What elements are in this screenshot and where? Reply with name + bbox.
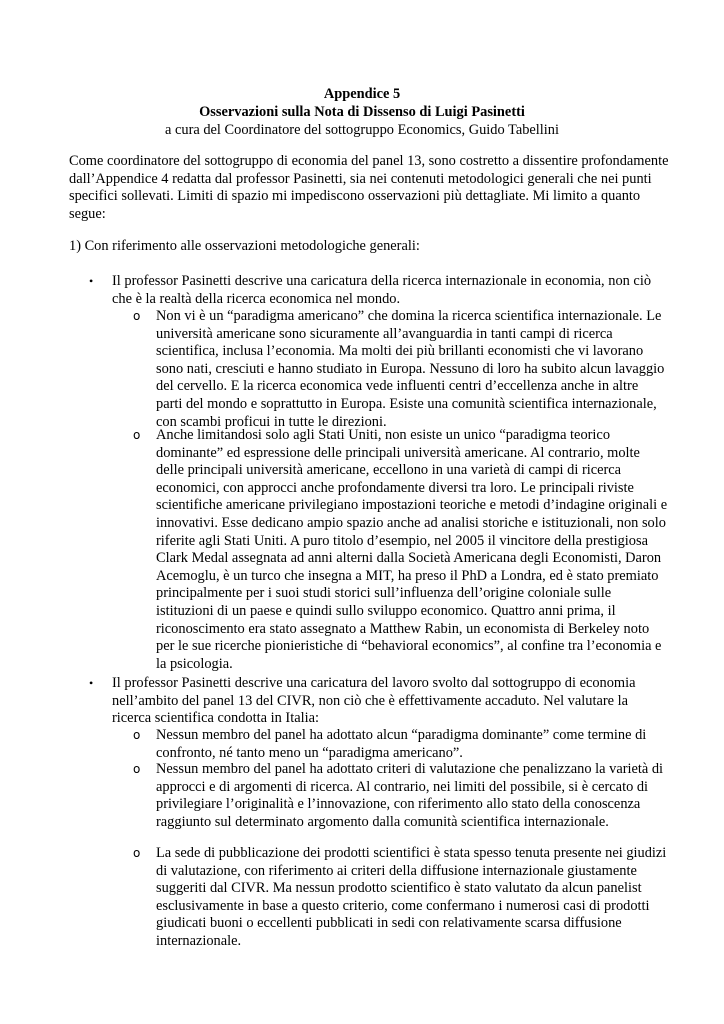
section-1-heading: 1) Con riferimento alle osservazioni metodologiche generali: (69, 238, 420, 254)
bullet-2-sub-3: La sede di pubblicazione dei prodotti scientifici è stata spesso tenuta presente nei giudizi di valutazione, con riferimento ai criteri della diffusione internazionale giustamente suggeriti dal CIVR. Ma nessun prodotto scientifico è stato valutato da alcun panelist esclusivamente in base a questo criterio, come confermano i numerosi casi di prodotti giudicati buoni o eccellenti pubblicati in sedi con relativamente scarsa diffusione internazionale. (156, 845, 667, 949)
sub-bullet-marker: o (133, 762, 141, 776)
bullet-2-sub-2: Nessun membro del panel ha adottato criteri di valutazione che penalizzano la varietà di approcci e di argomenti di ricerca. Al contrario, nei limiti del possibile, si è cercato di privilegiare l’originalità e l’innovazione, con riferimento allo stato della conoscenza raggiunto sul determinato argomento dalla comunità scientifica internazionale. (156, 761, 664, 830)
sub-bullet-marker: o (133, 428, 141, 442)
appendix-title: Appendice 5 (323, 86, 401, 102)
intro-paragraph: Come coordinatore del sottogruppo di economia del panel 13, sono costretto a dissentire profondamente dall’Appendice 4 redatta dal professor Pasinetti, sia nei contenuti metodologici generali che nei punti specifici sollevati. Limiti di spazio mi impediscono osservazioni più dettagliate. Mi limito a quanto segue: (69, 153, 669, 222)
bullet-1-text: Il professor Pasinetti descrive una caricatura della ricerca internazionale in economia, non ciò che è la realtà della ricerca economica nel mondo. (112, 273, 652, 307)
bullet-1-sub-2: Anche limitandosi solo agli Stati Uniti, non esiste un unico “paradigma teorico dominante” ed espressione delle principali università americane. Al contrario, molte delle principali università americane, eccellono in una varietà di campi di ricerca economici, con approcci anche profondamente diversi tra loro. Le principali riviste scientifiche americane privilegiano impostazioni teoriche e metodi d’indagine originali e innovativi. Esse dedicano ampio spazio anche ad analisi storiche e istituzionali, non solo riferite agli Stati Uniti. A puro titolo d’esempio, nel 2005 il vincitore della prestigiosa Clark Medal assegnata ad anni alterni dalla Società Americana degli Economisti, Daron Acemoglu, è un turco che insegna a MIT, ha preso il PhD a Londra, ed è stato premiato principalmente per i suoi studi storici sull’influenza dell’origine coloniale sulle istituzioni di un paese e quindi sullo sviluppo economico. Quattro anni prima, il riconoscimento era stato assegnato a Matthew Rabin, un economista di Berkeley noto per le sue ricerche pionieristiche di “behavioral economics”, al confine tra l’economia e la psicologia. (156, 427, 668, 672)
bullet-marker: • (89, 274, 94, 288)
bullet-marker: • (89, 676, 94, 690)
bullet-2-text: Il professor Pasinetti descrive una caricatura del lavoro svolto dal sottogruppo di economia nell’ambito del panel 13 del CIVR, non ciò che è effettivamente accaduto. Nel valutare la ricerca scientifica condotta in Italia: (112, 675, 636, 727)
appendix-byline: a cura del Coordinatore del sottogruppo Economics, Guido Tabellini (165, 122, 559, 138)
appendix-subtitle: Osservazioni sulla Nota di Dissenso di Luigi Pasinetti (199, 104, 525, 120)
sub-bullet-marker: o (133, 309, 141, 323)
sub-bullet-marker: o (133, 728, 141, 742)
bullet-1-sub-1: Non vi è un “paradigma americano” che domina la ricerca scientifica internazionale. Le università americane sono sicuramente all’avanguardia in tanti campi di ricerca scientifica, inclusa l’economia. Ma molti dei più brillanti economisti che vi lavorano sono nati, cresciuti e hanno studiato in Europa. Nessuno di loro ha subito alcun lavaggio del cervello. E la ricerca economica vede influenti centri d’eccellenza anche in altre parti del mondo e soprattutto in Europa. Esiste una comunità scientifica internazionale, con scambi proficui in tutte le direzioni. (156, 308, 665, 430)
bullet-2-sub-1: Nessun membro del panel ha adottato alcun “paradigma dominante” come termine di confronto, né tanto meno un “paradigma americano”. (156, 727, 647, 761)
sub-bullet-marker: o (133, 846, 141, 860)
